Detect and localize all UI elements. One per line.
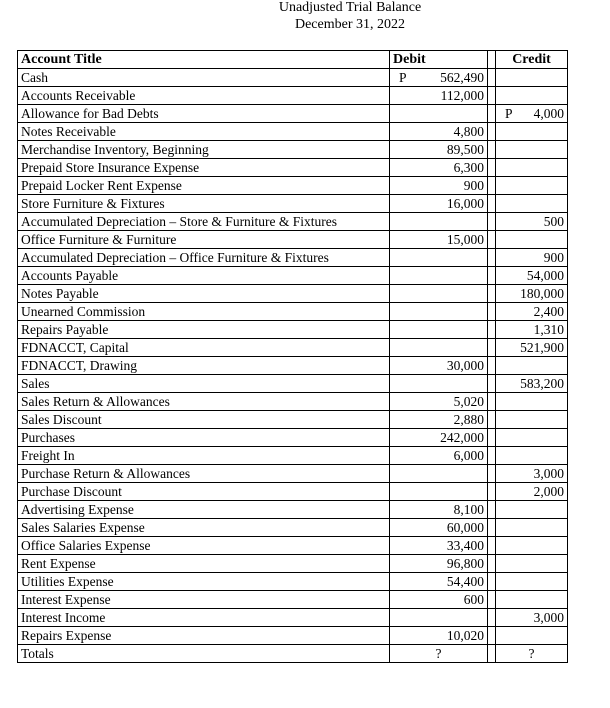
debit-cell (390, 177, 488, 195)
account-cell: Unearned Commission (18, 303, 390, 321)
credit-cell (496, 141, 568, 159)
table-row (18, 303, 568, 321)
column-gap (488, 501, 496, 519)
table-row (18, 627, 568, 645)
credit-value: 2,400 (533, 304, 564, 319)
table-row (18, 249, 568, 267)
credit-cell (496, 69, 568, 87)
debit-cell (390, 591, 488, 609)
currency-symbol: P (399, 70, 407, 85)
credit-cell (496, 609, 568, 627)
column-gap (488, 573, 496, 591)
debit-cell (390, 69, 488, 87)
account-cell: Interest Income (18, 609, 390, 627)
account-cell: Sales (18, 375, 390, 393)
credit-header: Credit (496, 51, 568, 69)
debit-value: 242,000 (440, 430, 484, 445)
table-row (18, 573, 568, 591)
column-gap (488, 69, 496, 87)
account-cell: Repairs Expense (18, 627, 390, 645)
table-row (18, 537, 568, 555)
account-cell: Purchase Return & Allowances (18, 465, 390, 483)
debit-cell (390, 159, 488, 177)
table-row (18, 267, 568, 285)
credit-cell (496, 159, 568, 177)
totals-row (18, 645, 568, 663)
table-row (18, 87, 568, 105)
column-gap (488, 141, 496, 159)
account-title-header: Account Title (18, 51, 390, 69)
debit-cell (390, 213, 488, 231)
table-row (18, 105, 568, 123)
debit-cell (390, 411, 488, 429)
debit-cell (390, 465, 488, 483)
credit-value: 1,310 (533, 322, 564, 337)
debit-cell (390, 195, 488, 213)
account-cell: Repairs Payable (18, 321, 390, 339)
debit-cell (390, 357, 488, 375)
account-cell: Notes Payable (18, 285, 390, 303)
column-gap (488, 249, 496, 267)
account-cell: Sales Return & Allowances (18, 393, 390, 411)
trial-balance-table (17, 50, 568, 663)
debit-value: 16,000 (446, 196, 484, 211)
account-cell: Merchandise Inventory, Beginning (18, 141, 390, 159)
table-row (18, 411, 568, 429)
account-cell: Prepaid Store Insurance Expense (18, 159, 390, 177)
debit-header: Debit (390, 51, 488, 69)
account-cell: Accounts Payable (18, 267, 390, 285)
table-row (18, 465, 568, 483)
credit-cell (496, 627, 568, 645)
account-cell: Purchases (18, 429, 390, 447)
debit-cell (390, 249, 488, 267)
credit-cell (496, 465, 568, 483)
table-row (18, 159, 568, 177)
table-row (18, 429, 568, 447)
debit-value: 15,000 (446, 232, 484, 247)
column-gap (488, 591, 496, 609)
debit-cell (390, 627, 488, 645)
table-row (18, 285, 568, 303)
credit-cell (496, 357, 568, 375)
debit-cell (390, 321, 488, 339)
debit-cell (390, 537, 488, 555)
credit-cell (496, 249, 568, 267)
totals-label: Totals (18, 645, 390, 663)
account-cell: Allowance for Bad Debts (18, 105, 390, 123)
column-gap (488, 483, 496, 501)
table-row (18, 375, 568, 393)
column-gap (488, 375, 496, 393)
account-cell: Accumulated Depreciation – Office Furniture & Fixtures (18, 249, 390, 267)
debit-value: 562,490 (440, 70, 484, 85)
column-gap (488, 447, 496, 465)
debit-value: 2,880 (453, 412, 484, 427)
debit-cell (390, 231, 488, 249)
credit-cell (496, 501, 568, 519)
credit-cell (496, 429, 568, 447)
debit-cell (390, 141, 488, 159)
debit-cell (390, 123, 488, 141)
debit-value: 900 (463, 178, 484, 193)
column-gap (488, 267, 496, 285)
column-gap (488, 465, 496, 483)
table-row (18, 339, 568, 357)
debit-cell (390, 483, 488, 501)
debit-cell (390, 393, 488, 411)
credit-cell (496, 285, 568, 303)
credit-cell (496, 87, 568, 105)
debit-cell (390, 447, 488, 465)
currency-symbol: P (505, 106, 513, 121)
table-row (18, 609, 568, 627)
debit-value: 89,500 (446, 142, 484, 157)
table-row (18, 393, 568, 411)
debit-value: 30,000 (446, 358, 484, 373)
column-gap (488, 393, 496, 411)
credit-cell (496, 537, 568, 555)
table-row (18, 177, 568, 195)
debit-value: 10,020 (446, 628, 484, 643)
account-cell: Freight In (18, 447, 390, 465)
column-gap (488, 213, 496, 231)
table-row (18, 591, 568, 609)
table-row (18, 69, 568, 87)
column-gap (488, 105, 496, 123)
debit-cell (390, 573, 488, 591)
column-gap (488, 645, 496, 663)
column-gap (488, 123, 496, 141)
credit-cell (496, 411, 568, 429)
account-cell: Advertising Expense (18, 501, 390, 519)
credit-cell (496, 177, 568, 195)
debit-cell (390, 555, 488, 573)
credit-cell (496, 213, 568, 231)
account-cell: Cash (18, 69, 390, 87)
debit-value: 6,300 (453, 160, 484, 175)
credit-value: 3,000 (533, 610, 564, 625)
column-gap (488, 519, 496, 537)
column-gap (488, 429, 496, 447)
account-cell: Interest Expense (18, 591, 390, 609)
table-row (18, 321, 568, 339)
table-row (18, 123, 568, 141)
credit-value: 3,000 (533, 466, 564, 481)
debit-total: ? (390, 645, 488, 663)
account-cell: Sales Salaries Expense (18, 519, 390, 537)
credit-value: 4,000 (533, 106, 564, 121)
credit-total: ? (496, 645, 568, 663)
report-title: Unadjusted Trial Balance (278, 0, 422, 15)
column-gap (488, 177, 496, 195)
credit-value: 583,200 (520, 376, 564, 391)
column-gap (488, 609, 496, 627)
debit-value: 4,800 (453, 124, 484, 139)
credit-cell (496, 555, 568, 573)
column-gap (488, 627, 496, 645)
debit-value: 6,000 (453, 448, 484, 463)
debit-cell (390, 609, 488, 627)
credit-value: 180,000 (520, 286, 564, 301)
account-cell: FDNACCT, Capital (18, 339, 390, 357)
credit-cell (496, 375, 568, 393)
credit-cell (496, 519, 568, 537)
debit-value: 60,000 (446, 520, 484, 535)
credit-cell (496, 267, 568, 285)
debit-value: 96,800 (446, 556, 484, 571)
column-gap (488, 537, 496, 555)
table-row (18, 141, 568, 159)
debit-value: 8,100 (453, 502, 484, 517)
credit-cell (496, 231, 568, 249)
credit-cell (496, 321, 568, 339)
account-cell: Accumulated Depreciation – Store & Furniture & Fixtures (18, 213, 390, 231)
credit-value: 500 (543, 214, 564, 229)
account-cell: Utilities Expense (18, 573, 390, 591)
account-cell: Accounts Receivable (18, 87, 390, 105)
debit-value: 600 (463, 592, 484, 607)
debit-value: 5,020 (453, 394, 484, 409)
credit-value: 54,000 (526, 268, 564, 283)
account-cell: Store Furniture & Fixtures (18, 195, 390, 213)
debit-cell (390, 375, 488, 393)
debit-cell (390, 429, 488, 447)
column-gap (488, 285, 496, 303)
table-row (18, 555, 568, 573)
account-cell: Purchase Discount (18, 483, 390, 501)
column-gap (488, 321, 496, 339)
table-row (18, 213, 568, 231)
column-gap (488, 411, 496, 429)
column-gap (488, 303, 496, 321)
account-cell: Office Salaries Expense (18, 537, 390, 555)
debit-cell (390, 519, 488, 537)
credit-cell (496, 105, 568, 123)
column-gap (488, 555, 496, 573)
debit-cell (390, 501, 488, 519)
credit-cell (496, 195, 568, 213)
credit-cell (496, 123, 568, 141)
account-cell: Rent Expense (18, 555, 390, 573)
debit-cell (390, 285, 488, 303)
credit-value: 521,900 (520, 340, 564, 355)
column-gap (488, 87, 496, 105)
debit-value: 54,400 (446, 574, 484, 589)
credit-cell (496, 393, 568, 411)
credit-value: 900 (543, 250, 564, 265)
debit-value: 112,000 (440, 88, 484, 103)
credit-cell (496, 573, 568, 591)
table-row (18, 519, 568, 537)
column-gap (488, 339, 496, 357)
account-cell: Office Furniture & Furniture (18, 231, 390, 249)
credit-cell (496, 447, 568, 465)
table-row (18, 483, 568, 501)
column-gap (488, 195, 496, 213)
column-gap (488, 51, 496, 69)
table-header-row (18, 51, 568, 69)
account-cell: Notes Receivable (18, 123, 390, 141)
credit-cell (496, 339, 568, 357)
column-gap (488, 159, 496, 177)
column-gap (488, 231, 496, 249)
credit-value: 2,000 (533, 484, 564, 499)
table-row (18, 195, 568, 213)
debit-value: 33,400 (446, 538, 484, 553)
account-cell: Sales Discount (18, 411, 390, 429)
debit-cell (390, 303, 488, 321)
debit-cell (390, 105, 488, 123)
account-cell: Prepaid Locker Rent Expense (18, 177, 390, 195)
debit-cell (390, 267, 488, 285)
debit-cell (390, 87, 488, 105)
account-cell: FDNACCT, Drawing (18, 357, 390, 375)
credit-cell (496, 591, 568, 609)
table-row (18, 501, 568, 519)
table-row (18, 231, 568, 249)
table-row (18, 357, 568, 375)
table-row (18, 447, 568, 465)
credit-cell (496, 303, 568, 321)
column-gap (488, 357, 496, 375)
credit-cell (496, 483, 568, 501)
table-body (18, 69, 568, 663)
debit-cell (390, 339, 488, 357)
report-date: December 31, 2022 (294, 17, 406, 32)
